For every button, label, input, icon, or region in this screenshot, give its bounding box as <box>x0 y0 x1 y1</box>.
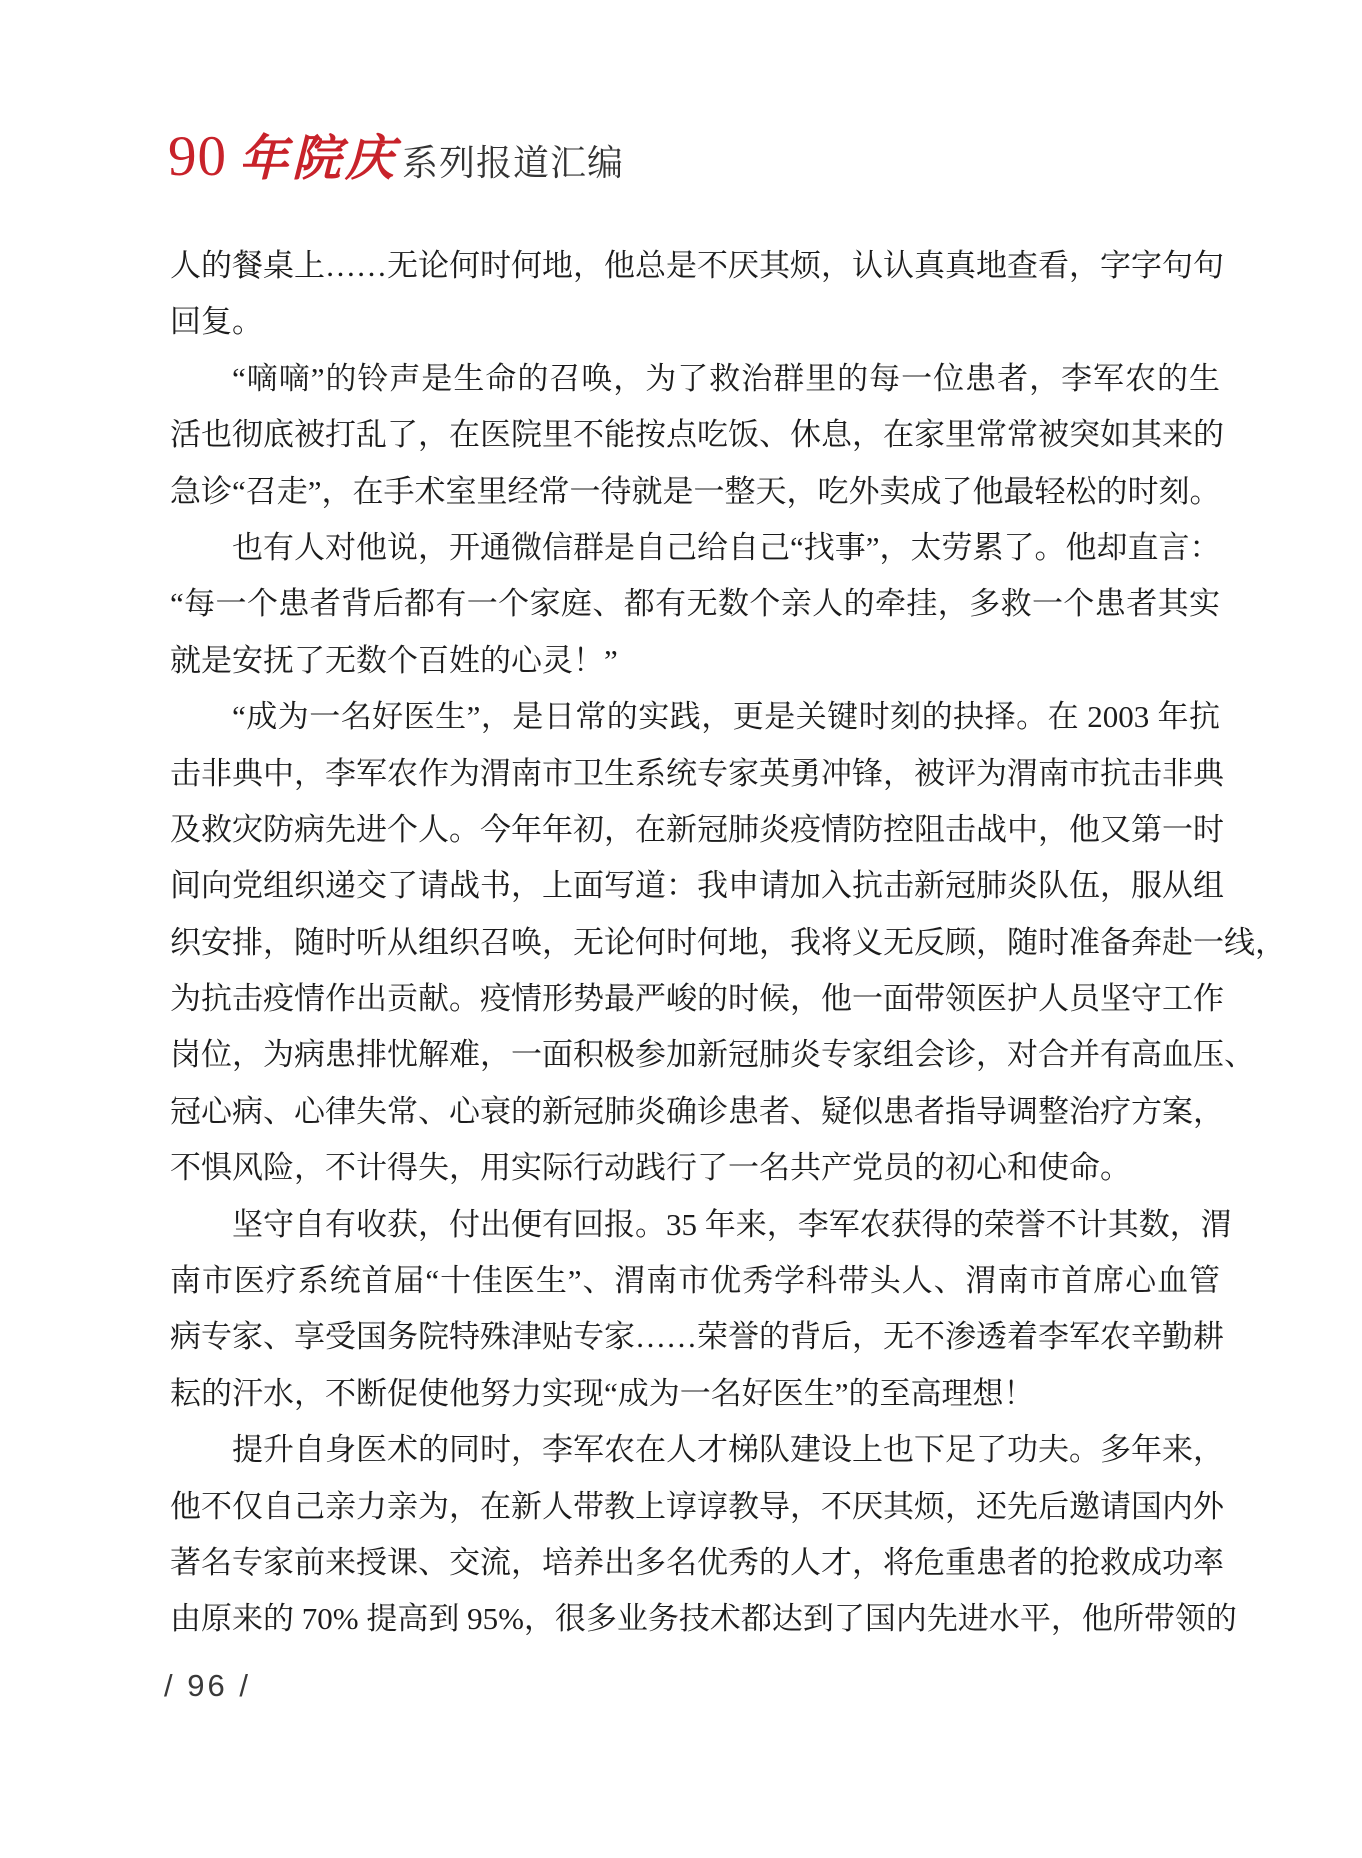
text-line: 击非典中，李军农作为渭南市卫生系统专家英勇冲锋，被评为渭南市抗击非典 <box>170 755 1224 791</box>
page-number: / 96 / <box>164 1668 251 1703</box>
text-line: 他不仅自己亲力亲为，在新人带教上谆谆教导，不厌其烦，还先后邀请国内外 <box>170 1488 1224 1524</box>
header-series-title: 系列报道汇编 <box>402 142 625 183</box>
text-line: 岗位，为病患排忧解难，一面积极参加新冠肺炎专家组会诊，对合并有高血压、 <box>170 1037 1255 1073</box>
text-line: 活也彻底被打乱了，在医院里不能按点吃饭、休息，在家里常常被突如其来的 <box>170 417 1224 453</box>
text-line: 提升自身医术的同时，李军农在人才梯队建设上也下足了功夫。多年来， <box>232 1432 1224 1468</box>
text-line: 不惧风险，不计得失，用实际行动践行了一名共产党员的初心和使命。 <box>170 1150 1131 1186</box>
text-line: 及救灾防病先进个人。今年年初，在新冠肺炎疫情防控阻击战中，他又第一时 <box>170 811 1224 847</box>
text-line: 耘的汗水，不断促使他努力实现“成为一名好医生”的至高理想！ <box>170 1375 1035 1411</box>
text-line: “成为一名好医生”，是日常的实践，更是关键时刻的抉择。在 2003 年抗 <box>232 699 1220 735</box>
text-line: 回复。 <box>170 304 263 340</box>
text-line: “每一个患者背后都有一个家庭、都有无数个亲人的牵挂，多救一个患者其实 <box>170 586 1220 622</box>
header-anniversary-calligraphy: 年院庆 <box>239 131 399 186</box>
text-line: 著名专家前来授课、交流，培养出多名优秀的人才，将危重患者的抢救成功率 <box>170 1544 1224 1580</box>
body-text <box>170 238 1286 1648</box>
text-line: 冠心病、心律失常、心衰的新冠肺炎确诊患者、疑似患者指导调整治疗方案， <box>170 1093 1224 1129</box>
text-line: 南市医疗系统首届“十佳医生”、渭南市优秀学科带头人、渭南市首席心血管 <box>170 1263 1220 1299</box>
text-line: 坚守自有收获，付出便有回报。35 年来，李军农获得的荣誉不计其数，渭 <box>232 1206 1232 1242</box>
text-line: 也有人对他说，开通微信群是自己给自己“找事”，太劳累了。他却直言： <box>232 529 1221 565</box>
text-line: 急诊“召走”，在手术室里经常一待就是一整天，吃外卖成了他最轻松的时刻。 <box>170 473 1221 509</box>
text-line: 人的餐桌上……无论何时何地，他总是不厌其烦，认认真真地查看，字字句句 <box>170 248 1224 283</box>
text-line: 织安排，随时听从组织召唤，无论何时何地，我将义无反顾，随时准备奔赴一线， <box>170 924 1286 960</box>
text-line: 就是安抚了无数个百姓的心灵！” <box>170 642 618 678</box>
text-line: “嘀嘀”的铃声是生命的召唤，为了救治群里的每一位患者，李军农的生 <box>232 360 1220 396</box>
text-line: 病专家、享受国务院特殊津贴专家……荣誉的背后，无不渗透着李军农辛勤耕 <box>170 1319 1224 1355</box>
header-anniversary-number: 90 <box>168 125 227 188</box>
text-line: 为抗击疫情作出贡献。疫情形势最严峻的时候，他一面带领医护人员坚守工作 <box>170 981 1224 1017</box>
text-line: 间向党组织递交了请战书，上面写道：我申请加入抗击新冠肺炎队伍，服从组 <box>170 868 1224 904</box>
text-line: 由原来的 70% 提高到 95%，很多业务技术都达到了国内先进水平，他所带领的 <box>170 1601 1237 1637</box>
page-header <box>168 125 625 188</box>
